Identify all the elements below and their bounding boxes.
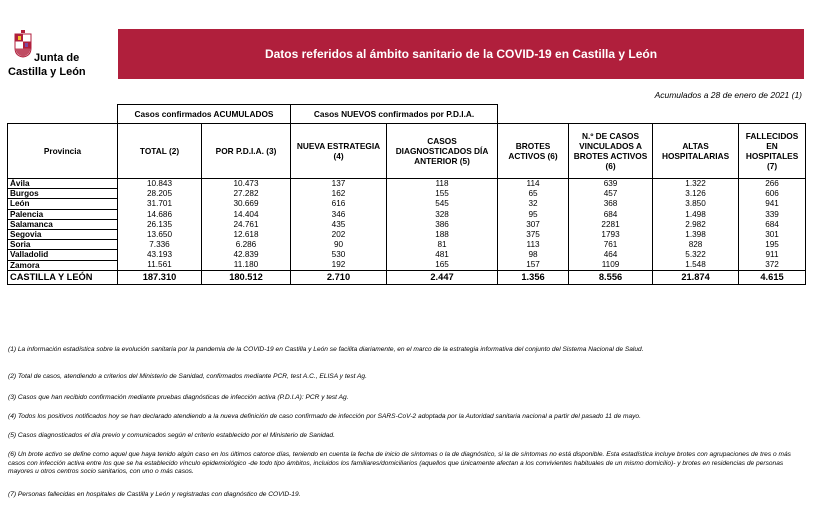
table-cell: 1793 (569, 229, 653, 239)
table-cell: 301 (739, 229, 806, 239)
province-name-cell: Soria (8, 240, 118, 250)
blank-header-cell (8, 105, 118, 124)
table-cell: 31.701 (118, 199, 202, 209)
header-nueva-estrategia: NUEVA ESTRATEGIA (4) (291, 124, 387, 179)
blank-header-cell (739, 105, 806, 124)
footnote-5: (5) Casos diagnosticados el día previo y comunicados según el criterio establecido por el Ministerio de Sanidad. (8, 432, 335, 439)
table-row (8, 209, 806, 219)
table-cell: 941 (739, 199, 806, 209)
table-cell: 113 (498, 240, 569, 250)
header-casos-diagnosticados: CASOS DIAGNOSTICADOS DÍA ANTERIOR (5) (387, 124, 498, 179)
total-cell: 8.556 (569, 270, 653, 284)
header-total: TOTAL (2) (118, 124, 202, 179)
province-name-cell: Salamanca (8, 219, 118, 229)
table-cell: 7.336 (118, 240, 202, 250)
table-cell: 5.322 (653, 250, 739, 260)
table-row (8, 229, 806, 239)
table-cell: 339 (739, 209, 806, 219)
table-cell: 606 (739, 189, 806, 199)
table-cell: 118 (387, 179, 498, 189)
table-row (8, 199, 806, 209)
table-cell: 435 (291, 219, 387, 229)
table-group-header-row (8, 105, 806, 124)
table-cell: 2.982 (653, 219, 739, 229)
total-cell: 180.512 (202, 270, 291, 284)
province-name-cell: Burgos (8, 189, 118, 199)
table-cell: 27.282 (202, 189, 291, 199)
table-cell: 11.180 (202, 260, 291, 270)
footnote-2: (2) Total de casos, atendiendo a criterios del Ministerio de Sanidad, confirmados mediante PCR, test A.C., ELISA y test Ag. (8, 373, 367, 380)
table-cell: 11.561 (118, 260, 202, 270)
total-cell: 4.615 (739, 270, 806, 284)
table-cell: 42.839 (202, 250, 291, 260)
table-cell: 2281 (569, 219, 653, 229)
table-cell: 372 (739, 260, 806, 270)
table-cell: 266 (739, 179, 806, 189)
footnote-4: (4) Todos los positivos notificados hoy se han declarado atendiendo a la nueva definición de caso confirmado de infección por SARS-CoV-2 adoptada por la Autoridad sanitaria nacional a partir del pasado 11 de mayo. (8, 413, 641, 420)
table-cell: 386 (387, 219, 498, 229)
table-cell: 188 (387, 229, 498, 239)
table-cell: 32 (498, 199, 569, 209)
table-cell: 81 (387, 240, 498, 250)
table-cell: 65 (498, 189, 569, 199)
table-row (8, 189, 806, 199)
table-row (8, 250, 806, 260)
table-row (8, 260, 806, 270)
table-cell: 26.135 (118, 219, 202, 229)
table-cell: 90 (291, 240, 387, 250)
table-cell: 202 (291, 229, 387, 239)
coat-of-arms-icon (14, 30, 32, 58)
table-cell: 1109 (569, 260, 653, 270)
table-cell: 684 (739, 219, 806, 229)
total-cell: CASTILLA Y LEÓN (8, 270, 118, 284)
table-cell: 684 (569, 209, 653, 219)
footnote-3: (3) Casos que han recibido confirmación mediante pruebas diagnósticas de infección activa (P.D.I.A): PCR y test Ag. (8, 394, 349, 401)
header-provincia: Provincia (8, 124, 118, 179)
table-cell: 13.650 (118, 229, 202, 239)
table-cell: 545 (387, 199, 498, 209)
total-row (8, 270, 806, 284)
table-row (8, 219, 806, 229)
province-name-cell: Valladolid (8, 250, 118, 260)
table-cell: 3.126 (653, 189, 739, 199)
total-cell: 2.710 (291, 270, 387, 284)
total-cell: 187.310 (118, 270, 202, 284)
total-cell: 21.874 (653, 270, 739, 284)
table-cell: 639 (569, 179, 653, 189)
table-cell: 911 (739, 250, 806, 260)
blank-header-cell (569, 105, 653, 124)
table-cell: 137 (291, 179, 387, 189)
footnote-1: (1) La información estadística sobre la evolución sanitaria por la pandemia de la COVID-19 en Castilla y León se facilita diariamente, en el marco de la estrategia informativa del conjunto del Sistema Nacional de Salud. (8, 346, 644, 353)
table-row (8, 240, 806, 250)
table-cell: 530 (291, 250, 387, 260)
logo-line-2: Castilla y León (8, 66, 86, 78)
table-header-row (8, 124, 806, 179)
total-cell: 1.356 (498, 270, 569, 284)
group-header-acumulados: Casos confirmados ACUMULADOS (118, 105, 291, 124)
table-cell: 1.322 (653, 179, 739, 189)
table-cell: 328 (387, 209, 498, 219)
table-cell: 616 (291, 199, 387, 209)
province-name-cell: Segovia (8, 229, 118, 239)
table-cell: 346 (291, 209, 387, 219)
table-cell: 3.850 (653, 199, 739, 209)
province-name-cell: León (8, 199, 118, 209)
table-row (8, 179, 806, 189)
table-cell: 1.548 (653, 260, 739, 270)
footnote-6: (6) Un brote activo se define como aquel que haya tenido algún caso en los últimos catorce días, teniendo en cuenta la fecha de inicio de síntomas o la de diagnóstico, si la de síntomas no está disponible. Esta estadística incluye brotes con agrupaciones de tres o más casos con infección activa entre los que se ha establecido vínculo epidemiológico -de todo tipo ámbitos, incluidos los familiares/domiciliarios (aquellos que únicamente afectan a los convivientes habituales de un mismo domicilio)- y brotes en residencias de personas mayores u otros centros socio sanitarios, con uno o más casos. (8, 451, 791, 476)
header-fallecidos: FALLECIDOS EN HOSPITALES (7) (739, 124, 806, 179)
province-name-cell: Palencia (8, 209, 118, 219)
table-cell: 457 (569, 189, 653, 199)
table-cell: 1.498 (653, 209, 739, 219)
table-cell: 195 (739, 240, 806, 250)
table-cell: 155 (387, 189, 498, 199)
table-cell: 10.843 (118, 179, 202, 189)
header-brotes-activos: BROTES ACTIVOS (6) (498, 124, 569, 179)
junta-logo (8, 30, 108, 80)
title-banner (118, 29, 804, 79)
table-cell: 375 (498, 229, 569, 239)
province-name-cell: Zamora (8, 260, 118, 270)
table-cell: 162 (291, 189, 387, 199)
header-pdia: POR P.D.I.A. (3) (202, 124, 291, 179)
table-cell: 464 (569, 250, 653, 260)
table-cell: 1.398 (653, 229, 739, 239)
blank-header-cell (653, 105, 739, 124)
table-cell: 10.473 (202, 179, 291, 189)
table-cell: 481 (387, 250, 498, 260)
table-cell: 98 (498, 250, 569, 260)
table-cell: 24.761 (202, 219, 291, 229)
banner-title: Datos referidos al ámbito sanitario de la COVID-19 en Castilla y León (264, 47, 658, 61)
blank-header-cell (498, 105, 569, 124)
table-cell: 30.669 (202, 199, 291, 209)
table-cell: 165 (387, 260, 498, 270)
header-altas: ALTAS HOSPITALARIAS (653, 124, 739, 179)
accumulated-date: Acumulados a 28 de enero de 2021 (1) (654, 90, 802, 100)
table-cell: 761 (569, 240, 653, 250)
table-body (8, 179, 806, 271)
table-cell: 28.205 (118, 189, 202, 199)
footnote-7: (7) Personas fallecidas en hospitales de Castilla y León y registradas con diagnóstico de COVID-19. (8, 491, 301, 498)
table-cell: 12.618 (202, 229, 291, 239)
table-cell: 14.686 (118, 209, 202, 219)
covid-data-table (7, 104, 806, 285)
table-cell: 828 (653, 240, 739, 250)
table-cell: 192 (291, 260, 387, 270)
header-casos-vinculados: N.º DE CASOS VINCULADOS A BROTES ACTIVOS (6) (569, 124, 653, 179)
table-cell: 6.286 (202, 240, 291, 250)
province-name-cell: Ávila (8, 179, 118, 189)
logo-line-1: Junta de (34, 52, 80, 64)
group-header-nuevos: Casos NUEVOS confirmados por P.D.I.A. (291, 105, 498, 124)
table-cell: 368 (569, 199, 653, 209)
table-cell: 307 (498, 219, 569, 229)
total-cell: 2.447 (387, 270, 498, 284)
table-cell: 14.404 (202, 209, 291, 219)
table-cell: 114 (498, 179, 569, 189)
table-cell: 95 (498, 209, 569, 219)
table-cell: 43.193 (118, 250, 202, 260)
table-cell: 157 (498, 260, 569, 270)
